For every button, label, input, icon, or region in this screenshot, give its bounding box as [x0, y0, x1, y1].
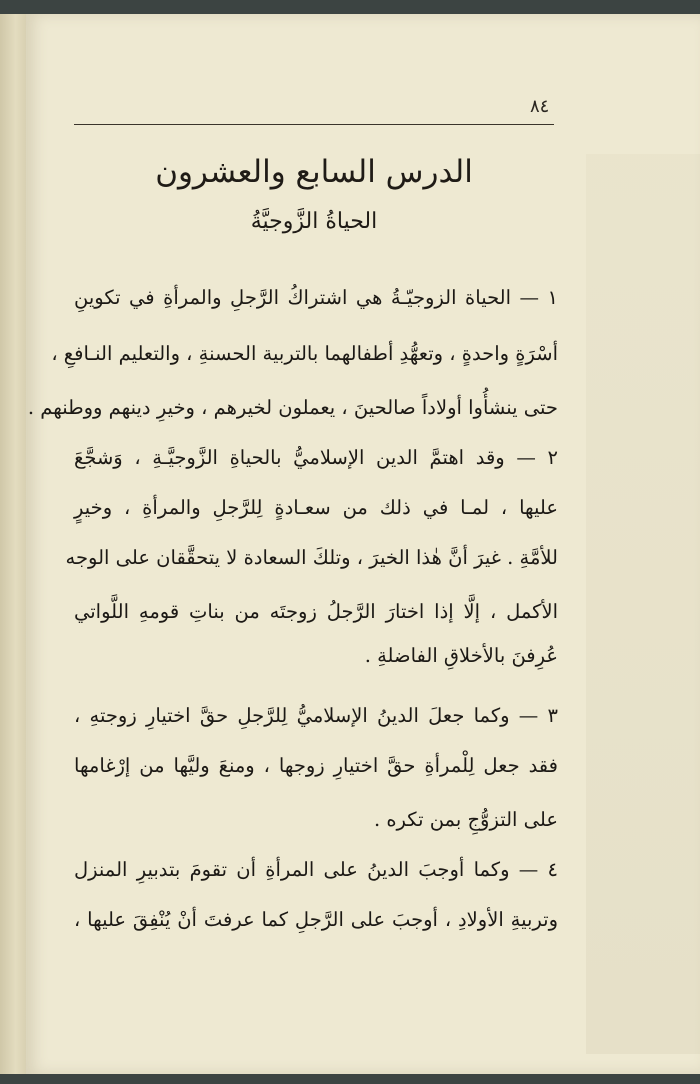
lesson-title: الدرس السابع والعشرون — [155, 154, 473, 190]
text-line: عليها ، لمـا في ذلك من سعـادةٍ لِلرَّجلِ والمرأةِ ، وخيرٍ — [74, 496, 558, 519]
text-line: ٣ — وكما جعلَ الدينُ الإسلاميُّ لِلرَّجلِ حقَّ اختيارِ زوجتهِ ، — [74, 704, 558, 727]
header-rule — [74, 124, 554, 125]
show-through-shadow — [586, 154, 700, 1054]
page-number: ٨٤ — [530, 96, 550, 117]
text-line: ١ — الحياة الزوجيّـةُ هي اشتراكُ الرَّجلِ والمرأةِ في تكوينِ — [74, 286, 558, 309]
text-line: على التزوُّجِ بمن تكره . — [373, 808, 558, 831]
text-line: أسْرَةٍ واحدةٍ ، وتعهُّدِ أطفالهما بالتربية الحسنةِ ، والتعليم النـافعِ ، — [51, 342, 558, 365]
lesson-subtitle: الحياةُ الزَّوجيَّةُ — [250, 209, 378, 234]
text-line: وتربيةِ الأولادِ ، أوجبَ على الرَّجلِ كما عرفتَ أنْ يُنْفِقَ عليها ، — [74, 908, 558, 931]
text-line: الأكمل ، إلَّا إذا اختارَ الرَّجلُ زوجتَه من بناتِ قومهِ اللَّواتي — [74, 600, 558, 623]
text-line: ٤ — وكما أوجبَ الدينُ على المرأةِ أن تقومَ بتدبيرِ المنزل — [74, 858, 558, 881]
text-line: حتى ينشأُوا أولاداً صالحينَ ، يعملون لخيرهم ، وخيرِ دينهم ووطنهم . — [27, 396, 558, 419]
text-line: ٢ — وقد اهتمَّ الدين الإسلاميُّ بالحياةِ الزَّوجيَّـةِ ، وَشجَّعَ — [74, 446, 558, 469]
text-line: عُرِفنَ بالأخلاقِ الفاضلةِ . — [364, 644, 558, 667]
facing-page-edge — [0, 14, 27, 1074]
text-line: فقد جعل لِلْمرأةِ حقَّ اختيارِ زوجها ، ومنعَ وليَّها من إرْغامها — [74, 754, 558, 777]
text-line: للأمَّةِ . غيرَ أنَّ هٰذا الخيرَ ، وتلكَ السعادة لا يتحقَّقان على الوجه — [65, 546, 558, 569]
